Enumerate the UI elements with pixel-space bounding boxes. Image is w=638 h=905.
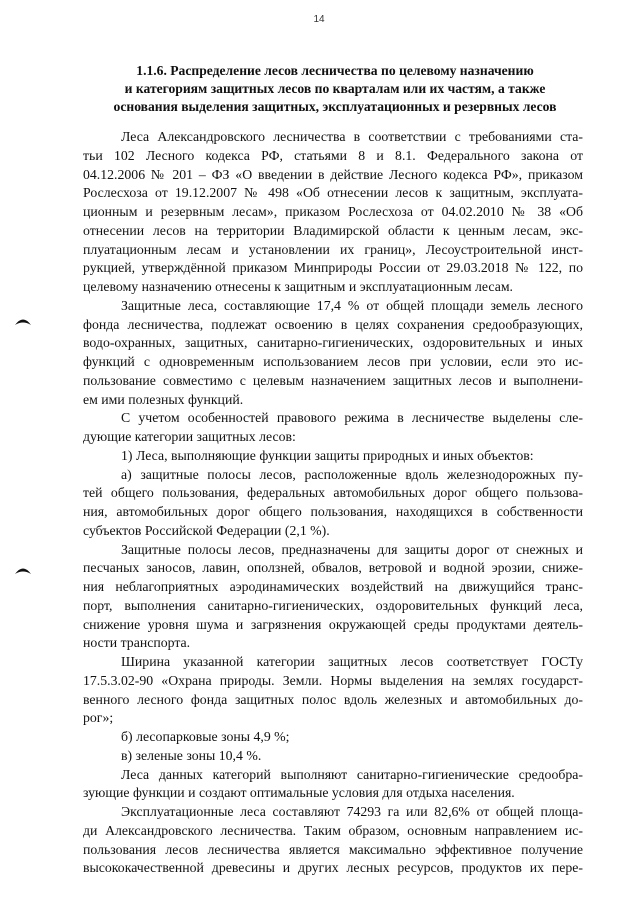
- section-heading: [85, 62, 585, 116]
- text-line: Леса Александровского лесничества в соответствии с требованиями ста-: [121, 129, 583, 144]
- text-line: ности транспорта.: [83, 635, 191, 651]
- binding-hole-mark: [14, 565, 32, 575]
- text-line: Защитные полосы лесов, предназначены для защиты дорог от снежных и: [121, 541, 583, 557]
- text-line: субъектов Российской Федерации (2,1 %).: [83, 522, 330, 538]
- binding-hole-mark: [14, 316, 32, 326]
- heading-line: основания выделения защитных, эксплуатационных и резервных лесов: [113, 99, 557, 114]
- text-line: в) зеленые зоны 10,4 %.: [121, 747, 262, 763]
- text-line: целевому назначению отнесены к защитным и эксплуатационным лесам.: [83, 279, 514, 294]
- heading-line: 1.1.6. Распределение лесов лесничества по целевому назначению: [136, 63, 534, 78]
- text-line: пользования лесов лесничества является максимально эффективное получение: [83, 841, 583, 857]
- text-line: плуатационным лесам и установлении их границ», Лесоустроительной инст-: [83, 241, 583, 257]
- body-text: [83, 128, 583, 878]
- text-line: рукцией, утверждённой приказом Минприроды России от 29.03.2018 № 122, по: [83, 260, 583, 276]
- text-line: фонда лесничества, подлежат освоению в целях сохранения средообразующих,: [83, 316, 583, 332]
- text-line: тей общего пользования, федеральных автомобильных дорог общего пользова-: [83, 485, 583, 501]
- text-line: снижение уровня шума и загрязнения окружающей среды продуктами деятель-: [83, 616, 583, 632]
- text-line: 1) Леса, выполняющие функции защиты природных и иных объектов:: [121, 447, 534, 463]
- text-line: высококачественной древесины и других лесных ресурсов, продуктов их пере-: [83, 860, 583, 876]
- text-line: водо-охранных, защитных, санитарно-гигиенических, оздоровительных и иных: [83, 335, 583, 351]
- text-line: ди Александровского лесничества. Таким образом, основным направлением ис-: [83, 822, 583, 838]
- text-line: отнесении лесов на территории Владимирской области к ценным лесам, экс-: [83, 222, 583, 238]
- text-line: функций с одновременным использованием лесов при условии, если это ис-: [83, 354, 583, 369]
- text-line: Эксплуатационные леса составляют 74293 га или 82,6% от общей площа-: [121, 804, 583, 819]
- text-line: Защитные леса, составляющие 17,4 % от общей площади земель лесного: [121, 297, 583, 313]
- text-line: 04.12.2006 № 201 – ФЗ «О введении в действие Лесного кодекса РФ», приказом: [83, 166, 583, 182]
- text-line: дующие категории защитных лесов:: [83, 429, 296, 444]
- text-line: Ширина указанной категории защитных лесов соответствует ГОСТу: [121, 654, 583, 669]
- text-line: ния неблагоприятных аэродинамических воздействий на движущийся транс-: [83, 579, 583, 594]
- text-line: песчаных заносов, лавин, оползней, обвалов, ветровой и водной эрозии, сниже-: [83, 560, 583, 576]
- heading-line: и категориям защитных лесов по кварталам или их частям, а также: [124, 81, 546, 96]
- text-line: б) лесопарковые зоны 4,9 %;: [121, 729, 290, 744]
- text-line: тьи 102 Лесного кодекса РФ, статьями 8 и 8.1. Федерального закона от: [83, 147, 583, 163]
- text-line: 17.5.3.02-90 «Охрана природы. Земли. Нормы выделения на землях государст-: [83, 672, 583, 688]
- text-line: рог»;: [83, 710, 114, 726]
- text-line: Леса данных категорий выполняют санитарно-гигиенические средообра-: [121, 766, 583, 782]
- text-line: венного лесного фонда защитных полос вдоль железных и автомобильных до-: [83, 691, 583, 707]
- text-line: порт, выполнения санитарно-гигиенических, оздоровительных функций леса,: [83, 597, 583, 613]
- text-line: С учетом особенностей правового режима в лесничестве выделены сле-: [121, 410, 583, 426]
- page-number: 14: [313, 14, 325, 25]
- text-line: зующие функции и создают оптимальные условия для отдыха населения.: [83, 785, 515, 801]
- text-line: Рослесхоза от 19.12.2007 № 498 «Об отнесении лесов к защитным, эксплуата-: [83, 185, 583, 201]
- text-line: ем ими полезных функций.: [83, 391, 244, 407]
- text-line: ния, автомобильных дорог общего пользования, находящихся в собственности: [83, 504, 583, 519]
- text-line: ционным и резервным лесам», приказом Рослесхоза от 04.02.2010 № 38 «Об: [83, 204, 583, 219]
- text-line: пользование совместимо с целевым назначением защитных лесов и выполнени-: [83, 372, 583, 388]
- text-line: а) защитные полосы лесов, расположенные вдоль железнодорожных пу-: [121, 466, 583, 482]
